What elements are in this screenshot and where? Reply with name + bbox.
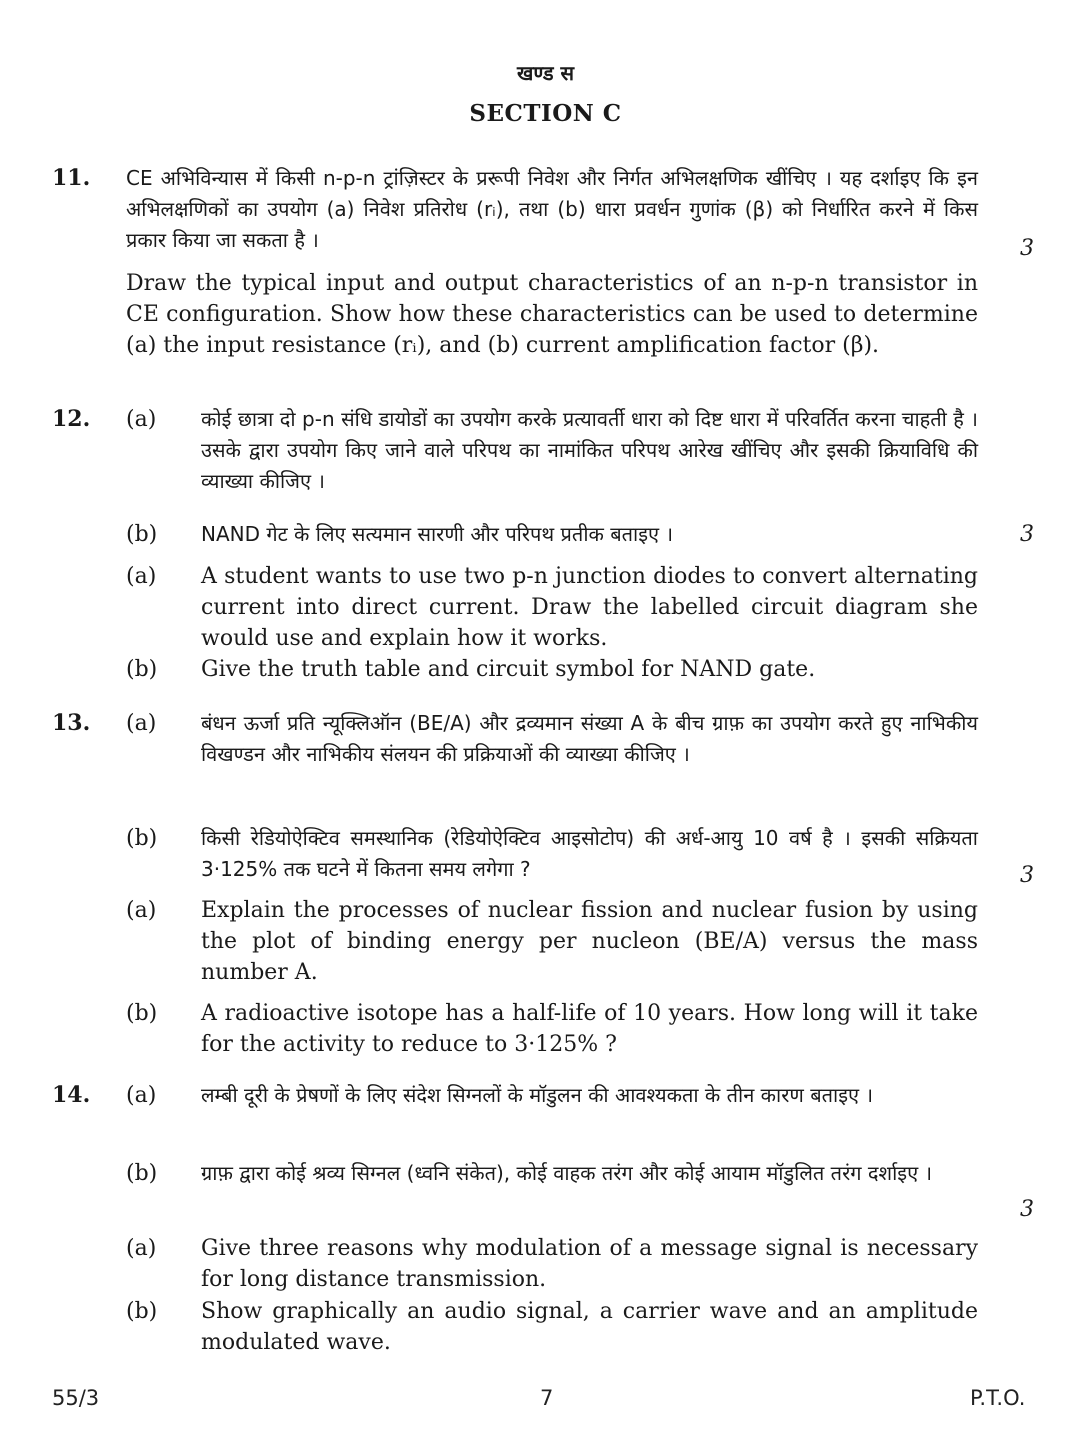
question-english-text: Draw the typical input and output characteristics of an n-p-n transistor in CE configuration. Show how these characteristics can be used to determine (a) the input resistance (rᵢ), and (b) current amplification factor (β). — [126, 271, 978, 358]
subpart-label: (a) — [126, 898, 157, 923]
subpart-label: (a) — [126, 564, 157, 589]
subpart-label: (b) — [126, 1299, 158, 1324]
marks: 3 — [1020, 236, 1034, 261]
subpart-text: Give the truth table and circuit symbol for NAND gate. — [201, 657, 816, 682]
marks: 3 — [1020, 863, 1034, 888]
question-number: 11. — [52, 165, 91, 191]
question-14 — [52, 1080, 1042, 1360]
please-turn-over: P.T.O. — [970, 1386, 1026, 1410]
page-number: 7 — [540, 1386, 554, 1410]
subpart-text: किसी रेडियोऐक्टिव समस्थानिक (रेडियोऐक्टिव आइसोटोप) की अर्ध-आयु 10 वर्ष है । इसकी सक्रियता 3·125% तक घटने में कितना समय लगेगा ? — [201, 826, 978, 881]
section-title: SECTION C — [469, 100, 622, 127]
subpart-label: (b) — [126, 522, 158, 547]
subpart-text: ग्राफ़ द्वारा कोई श्रव्य सिग्नल (ध्वनि संकेत), कोई वाहक तरंग और कोई आयाम मॉडुलित तरंग दर्शाइए । — [201, 1161, 933, 1185]
question-12 — [52, 404, 1042, 694]
subpart-text: Show graphically an audio signal, a carrier wave and an amplitude modulated wave. — [201, 1299, 978, 1355]
section-title-hindi: खण्ड स — [516, 61, 575, 85]
paper-code: 55/3 — [52, 1386, 100, 1410]
question-number: 14. — [52, 1082, 91, 1108]
question-hindi-text: CE अभिविन्यास में किसी n-p-n ट्रांज़िस्टर के प्ररूपी निवेश और निर्गत अभिलक्षणिक खींचिए । यह दर्शाइए कि इन अभिलक्षणिकों का उपयोग (a) निवेश प्रतिरोध (rᵢ), तथा (b) धारा प्रवर्धन गुणांक (β) को निर्धारित करने में किस प्रकार किया जा सकता है । — [126, 166, 978, 252]
subpart-label: (b) — [126, 1001, 158, 1026]
subpart-text: लम्बी दूरी के प्रेषणों के लिए संदेश सिग्नलों के मॉडुलन की आवश्यकता के तीन कारण बताइए । — [201, 1083, 874, 1107]
subpart-text: A radioactive isotope has a half-life of 10 years. How long will it take for the activity to reduce to 3·125% ? — [201, 1001, 978, 1057]
subpart-label: (b) — [126, 826, 158, 851]
question-11 — [52, 163, 1042, 393]
subpart-label: (a) — [126, 1083, 157, 1108]
marks: 3 — [1020, 522, 1034, 547]
question-number: 13. — [52, 710, 91, 736]
question-13 — [52, 708, 1042, 1068]
subpart-label: (a) — [126, 711, 157, 736]
subpart-text: Give three reasons why modulation of a message signal is necessary for long distance transmission. — [201, 1236, 978, 1292]
subpart-label: (b) — [126, 1161, 158, 1186]
subpart-label: (a) — [126, 1236, 157, 1261]
subpart-text: Explain the processes of nuclear fission and nuclear fusion by using the plot of binding energy per nucleon (BE/A) versus the mass number A. — [201, 898, 978, 985]
subpart-text: NAND गेट के लिए सत्यमान सारणी और परिपथ प्रतीक बताइए । — [201, 522, 674, 546]
subpart-label: (a) — [126, 407, 157, 432]
subpart-label: (b) — [126, 657, 158, 682]
subpart-text: कोई छात्रा दो p-n संधि डायोडों का उपयोग करके प्रत्यावर्ती धारा को दिष्ट धारा में परिवर्तित करना चाहती है । उसके द्वारा उपयोग किए जाने वाले परिपथ का नामांकित परिपथ आरेख खींचिए और इसकी क्रियाविधि की व्याख्या कीजिए । — [201, 407, 978, 493]
marks: 3 — [1020, 1197, 1034, 1222]
subpart-text: बंधन ऊर्जा प्रति न्यूक्लिऑन (BE/A) और द्रव्यमान संख्या A के बीच ग्राफ़ का उपयोग करते हुए नाभिकीय विखण्डन और नाभिकीय संलयन की प्रक्रियाओं की व्याख्या कीजिए । — [201, 711, 978, 766]
subpart-text: A student wants to use two p-n junction diodes to convert alternating current into direct current. Draw the labelled circuit diagram she would use and explain how it works. — [201, 564, 978, 651]
question-number: 12. — [52, 406, 91, 432]
